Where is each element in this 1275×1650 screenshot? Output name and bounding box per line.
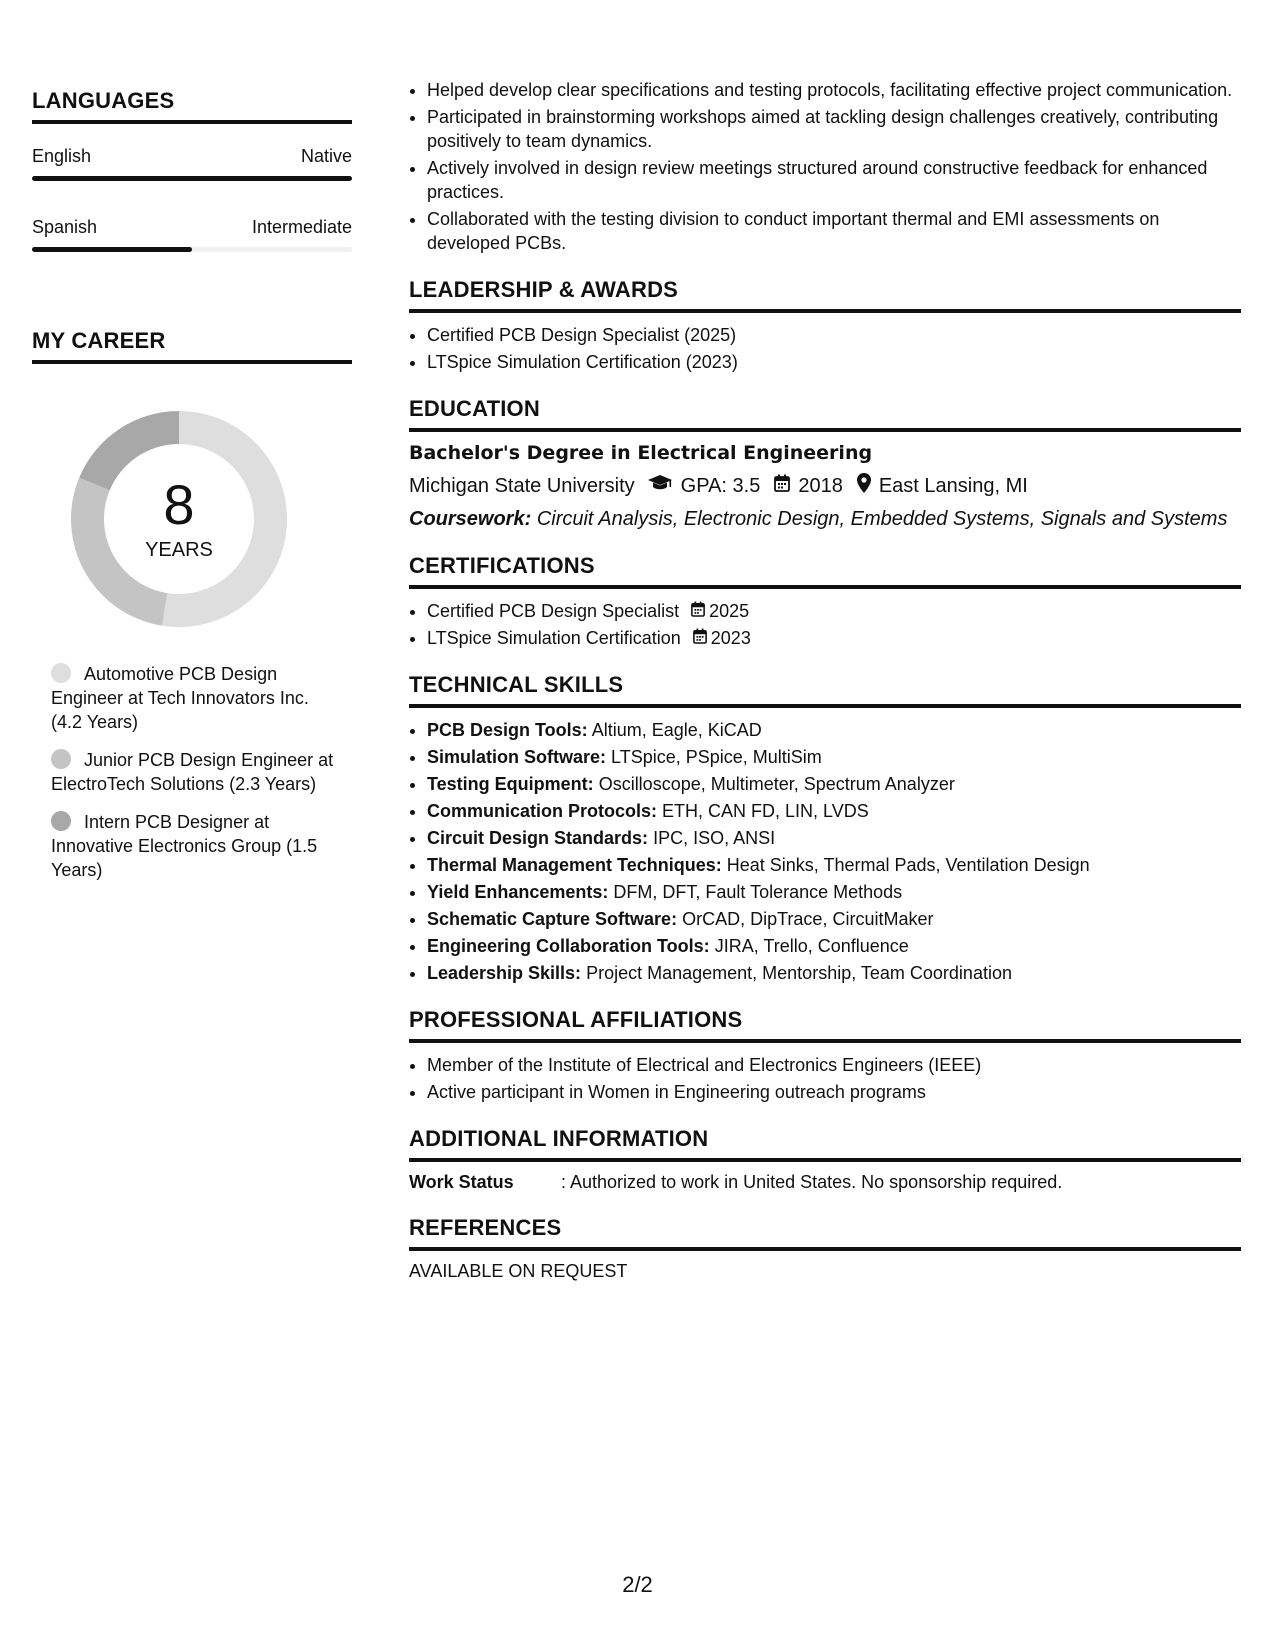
skill-label: PCB Design Tools: xyxy=(427,720,588,740)
career-legend-item xyxy=(51,810,341,882)
skill-label: Simulation Software: xyxy=(427,747,607,767)
skill-value: OrCAD, DipTrace, CircuitMaker xyxy=(682,909,934,929)
language-item xyxy=(32,146,352,181)
career-legend-item xyxy=(51,662,341,734)
coursework-list: Circuit Analysis, Electronic Design, Embedded Systems, Signals and Systems xyxy=(536,508,1228,530)
list-item xyxy=(427,599,1241,623)
work-status-label: Work Status xyxy=(409,1172,514,1192)
skill-value: Heat Sinks, Thermal Pads, Ventilation Design xyxy=(726,855,1090,875)
skill-value: Project Management, Mentorship, Team Coordination xyxy=(586,963,1012,983)
calendar-icon xyxy=(774,474,790,498)
languages-heading: LANGUAGES xyxy=(32,88,352,124)
calendar-icon xyxy=(693,626,707,650)
cert-name: • LTSpice Simulation Certification xyxy=(427,628,681,648)
skill-item xyxy=(427,772,1241,796)
graduation-cap-icon xyxy=(647,474,673,498)
degree-title: Bachelor's Degree in Electrical Engineering xyxy=(409,442,873,464)
list-item: • Collaborated with the testing division to conduct important thermal and EMI assessments on developed PCBs. xyxy=(427,207,1241,255)
language-level-bar xyxy=(32,176,352,181)
career-legend-label: Intern PCB Designer at Innovative Electronics Group (1.5 Years) xyxy=(51,812,318,880)
language-name: English xyxy=(32,146,92,166)
language-level-bar xyxy=(32,247,352,252)
page-number: 2/2 xyxy=(622,1572,653,1597)
language-level-fill xyxy=(32,176,352,181)
leadership-heading: LEADERSHIP & AWARDS xyxy=(409,277,1241,313)
skill-item xyxy=(427,961,1241,985)
skill-value: ETH, CAN FD, LIN, LVDS xyxy=(662,801,869,821)
list-item: • Helped develop clear specifications and testing protocols, facilitating effective project communication. xyxy=(427,78,1241,102)
career-legend-label: Junior PCB Design Engineer at ElectroTech Solutions (2.3 Years) xyxy=(51,750,334,794)
calendar-icon xyxy=(691,599,705,623)
education-details xyxy=(409,473,1241,499)
affiliations-heading: PROFESSIONAL AFFILIATIONS xyxy=(409,1007,1241,1043)
career-legend-label: Automotive PCB Design Engineer at Tech Innovators Inc. (4.2 Years) xyxy=(51,664,309,732)
education-heading: EDUCATION xyxy=(409,396,1241,432)
references-text: AVAILABLE ON REQUEST xyxy=(409,1261,628,1281)
experience-bullets xyxy=(409,78,1241,255)
references-heading: REFERENCES xyxy=(409,1215,1241,1251)
cert-year: 2023 xyxy=(710,628,751,648)
skill-label: Leadership Skills: xyxy=(427,963,582,983)
list-item: • Participated in brainstorming workshops aimed at tackling design challenges creatively, contributing positively to team dynamics. xyxy=(427,105,1241,153)
skill-value: IPC, ISO, ANSI xyxy=(653,828,776,848)
skill-value: DFM, DFT, Fault Tolerance Methods xyxy=(613,882,903,902)
language-item xyxy=(32,217,352,252)
sidebar xyxy=(32,88,352,896)
career-legend-item xyxy=(51,748,341,796)
career-years-unit: YEARS xyxy=(145,538,213,561)
language-name: Spanish xyxy=(32,217,98,237)
skill-value: JIRA, Trello, Confluence xyxy=(714,936,909,956)
language-level: Intermediate xyxy=(251,217,352,237)
list-item xyxy=(427,626,1241,650)
graduation-year: 2018 xyxy=(798,474,843,497)
career-total-years: 8 xyxy=(163,472,195,536)
certifications-heading: CERTIFICATIONS xyxy=(409,553,1241,589)
coursework-label: Coursework: xyxy=(409,508,532,530)
skill-item xyxy=(427,853,1241,877)
list-item: • Active participant in Women in Engineering outreach programs xyxy=(427,1080,1241,1104)
list-item: • LTSpice Simulation Certification (2023) xyxy=(427,350,1241,374)
skill-label: Circuit Design Standards: xyxy=(427,828,649,848)
legend-dot-icon xyxy=(51,811,71,831)
skill-item xyxy=(427,799,1241,823)
skill-item xyxy=(427,745,1241,769)
skill-item xyxy=(427,718,1241,742)
school-location: East Lansing, MI xyxy=(878,474,1028,497)
certifications-section xyxy=(409,553,1241,650)
work-status-row xyxy=(409,1172,1241,1193)
skill-value: LTSpice, PSpice, MultiSim xyxy=(611,747,822,767)
school-name: Michigan State University xyxy=(409,474,635,497)
career-heading: MY CAREER xyxy=(32,328,352,364)
gpa: GPA: 3.5 xyxy=(680,474,761,497)
skill-item xyxy=(427,880,1241,904)
legend-dot-icon xyxy=(51,749,71,769)
main-content xyxy=(409,78,1241,1282)
skill-item xyxy=(427,934,1241,958)
skill-item xyxy=(427,907,1241,931)
career-legend xyxy=(51,662,341,882)
location-pin-icon xyxy=(857,473,871,499)
coursework xyxy=(409,508,1241,531)
cert-year: 2025 xyxy=(709,601,750,621)
career-donut-chart xyxy=(66,406,292,632)
skill-item xyxy=(427,826,1241,850)
leadership-section xyxy=(409,277,1241,374)
skill-label: Communication Protocols: xyxy=(427,801,658,821)
language-level: Native xyxy=(300,146,352,166)
additional-info-section xyxy=(409,1126,1241,1193)
technical-skills-heading: TECHNICAL SKILLS xyxy=(409,672,1241,708)
additional-info-heading: ADDITIONAL INFORMATION xyxy=(409,1126,1241,1162)
career-section xyxy=(32,328,352,882)
skill-label: Testing Equipment: xyxy=(427,774,594,794)
skill-value: Oscilloscope, Multimeter, Spectrum Analyzer xyxy=(598,774,955,794)
language-level-fill xyxy=(32,247,192,252)
list-item: • Actively involved in design review meetings structured around constructive feedback for enhanced practices. xyxy=(427,156,1241,204)
skill-label: Engineering Collaboration Tools: xyxy=(427,936,710,956)
skill-label: Yield Enhancements: xyxy=(427,882,609,902)
work-status-value: : Authorized to work in United States. No sponsorship required. xyxy=(561,1172,1063,1192)
references-section xyxy=(409,1215,1241,1282)
education-section xyxy=(409,396,1241,531)
skill-label: Schematic Capture Software: xyxy=(427,909,678,929)
cert-name: • Certified PCB Design Specialist xyxy=(427,601,680,621)
affiliations-section xyxy=(409,1007,1241,1104)
technical-skills-section xyxy=(409,672,1241,985)
skill-label: Thermal Management Techniques: xyxy=(427,855,722,875)
list-item: • Member of the Institute of Electrical and Electronics Engineers (IEEE) xyxy=(427,1053,1241,1077)
legend-dot-icon xyxy=(51,663,71,683)
skill-value: Altium, Eagle, KiCAD xyxy=(591,720,762,740)
list-item: • Certified PCB Design Specialist (2025) xyxy=(427,323,1241,347)
